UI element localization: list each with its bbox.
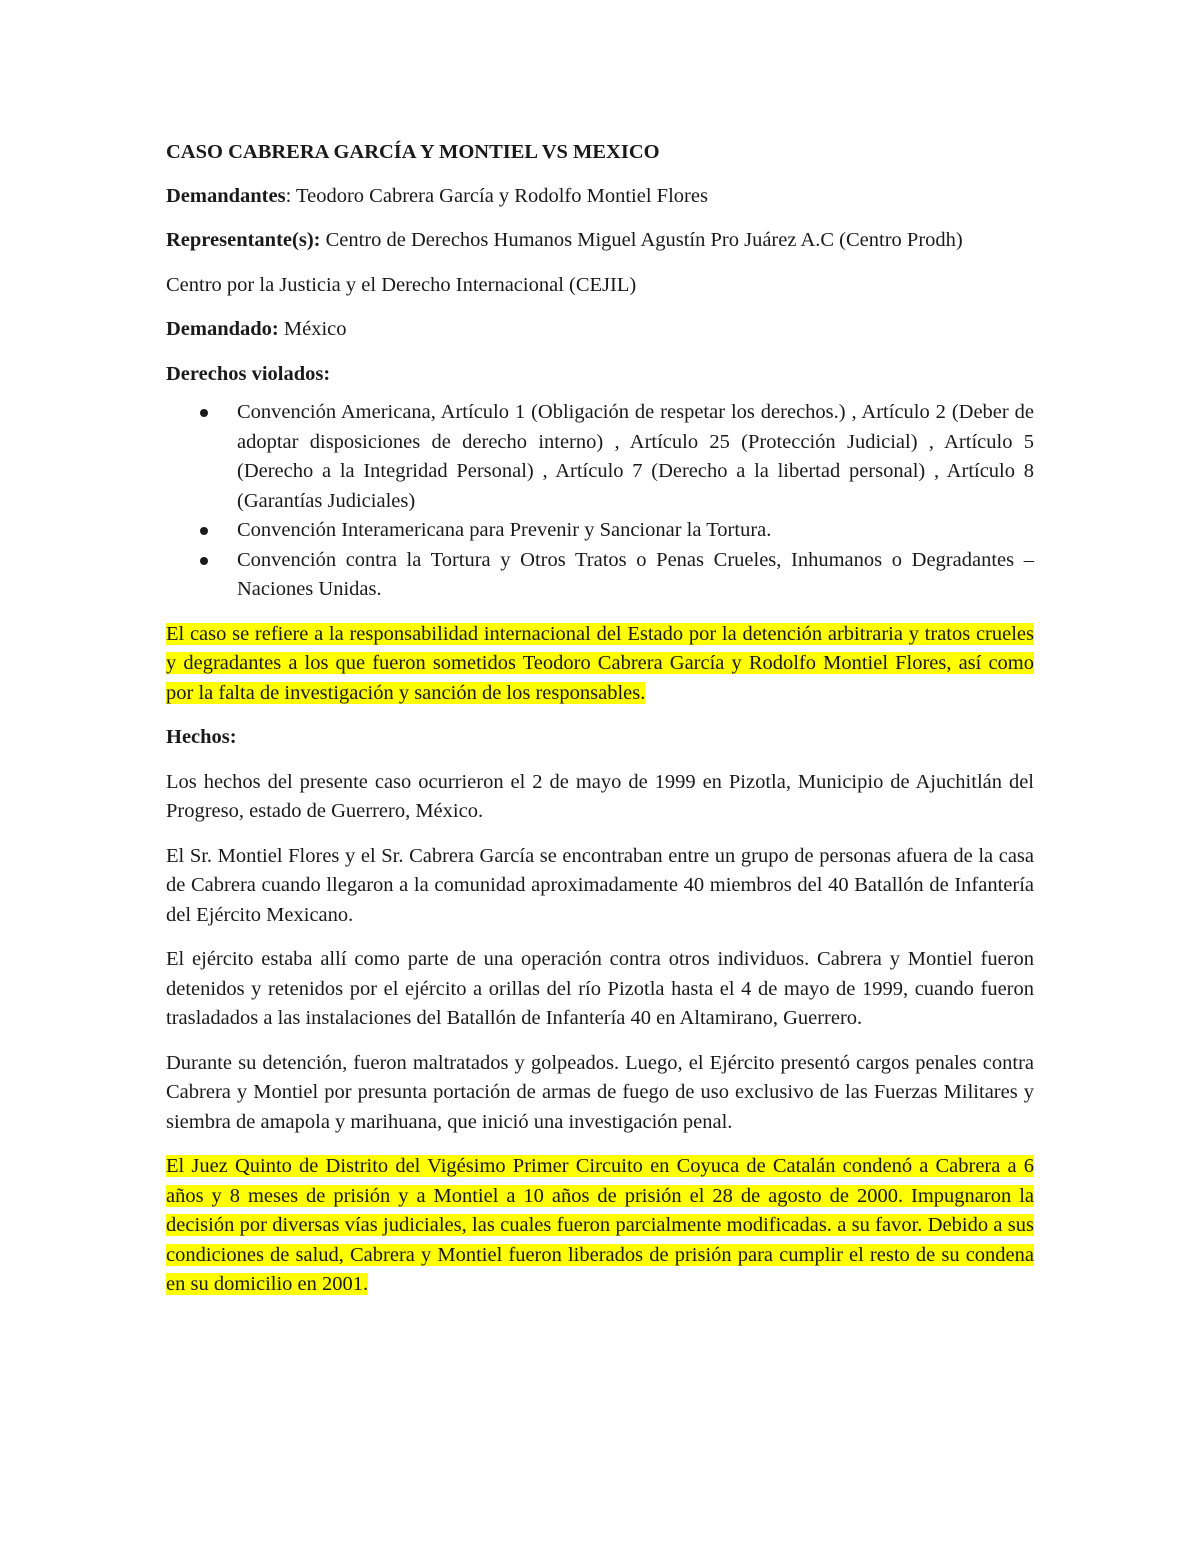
list-item-text: Convención Americana, Artículo 1 (Obligación de respetar los derechos.) , Artículo 2 (Deber de adoptar disposiciones de derecho interno) , Artículo 25 (Protección Judicial) , Artículo 5 (Derecho a la Integridad Personal) , Artículo 7 (Derecho a la libertad personal) , Artículo 8 (Garantías Judiciales) [237, 401, 1034, 512]
demandantes-value: : Teodoro Cabrera García y Rodolfo Montiel Flores [285, 184, 708, 207]
representantes-paragraph [166, 226, 1034, 256]
bullet-icon [200, 527, 208, 535]
sentencia-paragraph [166, 1152, 1034, 1300]
demandantes-paragraph [166, 182, 1034, 212]
summary-paragraph [166, 620, 1034, 709]
hechos-paragraph-1: Los hechos del presente caso ocurrieron el 2 de mayo de 1999 en Pizotla, Municipio de Ajuchitlán del Progreso, estado de Guerrero, México. [166, 770, 1034, 822]
list-item [166, 398, 1034, 516]
derechos-list [166, 398, 1034, 605]
representantes-label: Representante(s): [166, 229, 321, 251]
representantes-value: Centro de Derechos Humanos Miguel Agustín Pro Juárez A.C (Centro Prodh) [320, 229, 963, 251]
list-item-text: Convención Interamericana para Prevenir y Sancionar la Tortura. [237, 519, 772, 541]
bullet-icon [200, 557, 208, 565]
demandado-label: Demandado: [166, 318, 279, 340]
document-page [166, 138, 1034, 1315]
representantes-extra: Centro por la Justicia y el Derecho Internacional (CEJIL) [166, 273, 637, 296]
list-item [166, 546, 1034, 605]
hechos-paragraph-3: El ejército estaba allí como parte de una operación contra otros individuos. Cabrera y Montiel fueron detenidos y retenidos por el ejército a orillas del río Pizotla hasta el 4 de mayo de 1999, cuando fueron trasladados a las instalaciones del Batallón de Infantería 40 en Altamirano, Guerrero. [166, 948, 1034, 1029]
hechos-paragraph-4: Durante su detención, fueron maltratados y golpeados. Luego, el Ejército presentó cargos penales contra Cabrera y Montiel por presunta portación de armas de fuego de uso exclusivo de las Fuerzas Militares y siembra de amapola y marihuana, que inició una investigación penal. [166, 1051, 1034, 1133]
hechos-paragraph-2: El Sr. Montiel Flores y el Sr. Cabrera García se encontraban entre un grupo de personas afuera de la casa de Cabrera cuando llegaron a la comunidad aproximadamente 40 miembros del 40 Batallón de Infantería del Ejército Mexicano. [166, 844, 1034, 926]
list-item-text: Convención contra la Tortura y Otros Tratos o Penas Crueles, Inhumanos o Degradantes – Naciones Unidas. [237, 548, 1034, 600]
derechos-heading: Derechos violados: [166, 362, 331, 385]
demandado-paragraph [166, 315, 1034, 345]
demandado-value: México [278, 318, 347, 340]
demandantes-label: Demandantes [166, 184, 286, 207]
hechos-heading: Hechos: [166, 726, 237, 748]
summary-highlight: El caso se refiere a la responsabilidad internacional del Estado por la detención arbitraria y tratos crueles y degradantes a los que fueron sometidos Teodoro Cabrera García y Rodolfo Montiel Flores, así como por la falta de investigación y sanción de los responsables. [166, 622, 1034, 704]
list-item [166, 516, 1034, 546]
sentencia-highlight: El Juez Quinto de Distrito del Vigésimo Primer Circuito en Coyuca de Catalán condenó a Cabrera a 6 años y 8 meses de prisión y a Montiel a 10 años de prisión el 28 de agosto de 2000. Impugnaron la decisión por diversas vías judiciales, las cuales fueron parcialmente modificadas. a su favor. Debido a sus condiciones de salud, Cabrera y Montiel fueron liberados de prisión para cumplir el resto de su condena en su domicilio en 2001. [166, 1155, 1034, 1295]
bullet-icon [200, 409, 208, 417]
document-title: CASO CABRERA GARCÍA Y MONTIEL VS MEXICO [166, 141, 660, 163]
